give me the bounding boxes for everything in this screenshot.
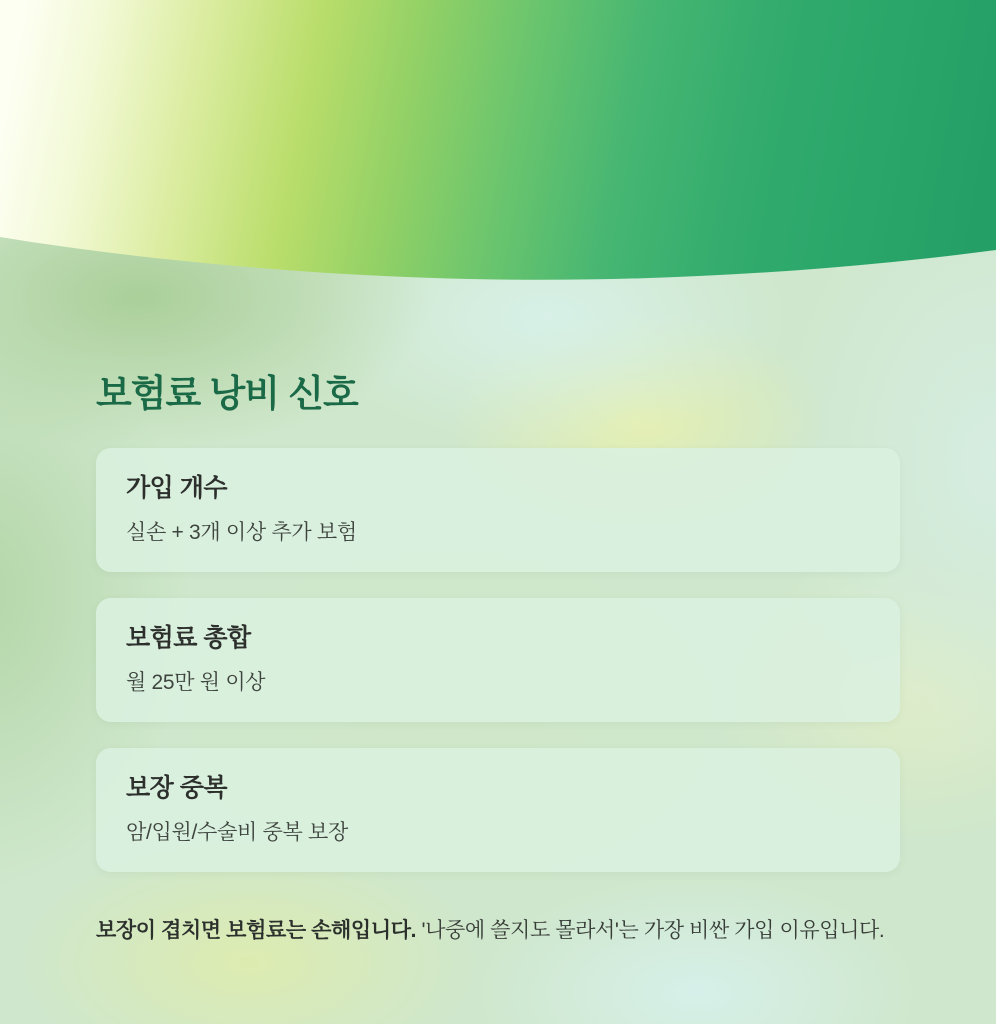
card-title: 보장 중복 — [126, 774, 228, 802]
card-desc: 암/입원/수술비 중복 보장 — [126, 821, 348, 844]
card-desc: 월 25만 원 이상 — [126, 671, 266, 694]
footnote-bold: 보장이 겹치면 보험료는 손해입니다. — [96, 919, 417, 942]
signal-card-coverage-overlap — [96, 748, 900, 872]
signal-card-premium-total — [96, 598, 900, 722]
card-title: 보험료 총합 — [126, 624, 251, 652]
card-title: 가입 개수 — [126, 474, 228, 502]
header-gradient-wave — [0, 0, 996, 300]
footnote — [96, 917, 916, 945]
footnote-rest: '나중에 쓸지도 몰라서'는 가장 비싼 가입 이유입니다. — [416, 919, 885, 942]
page-title: 보험료 낭비 신호 — [96, 373, 358, 414]
card-desc: 실손 + 3개 이상 추가 보험 — [126, 521, 357, 544]
signal-card-subscription-count — [96, 448, 900, 572]
